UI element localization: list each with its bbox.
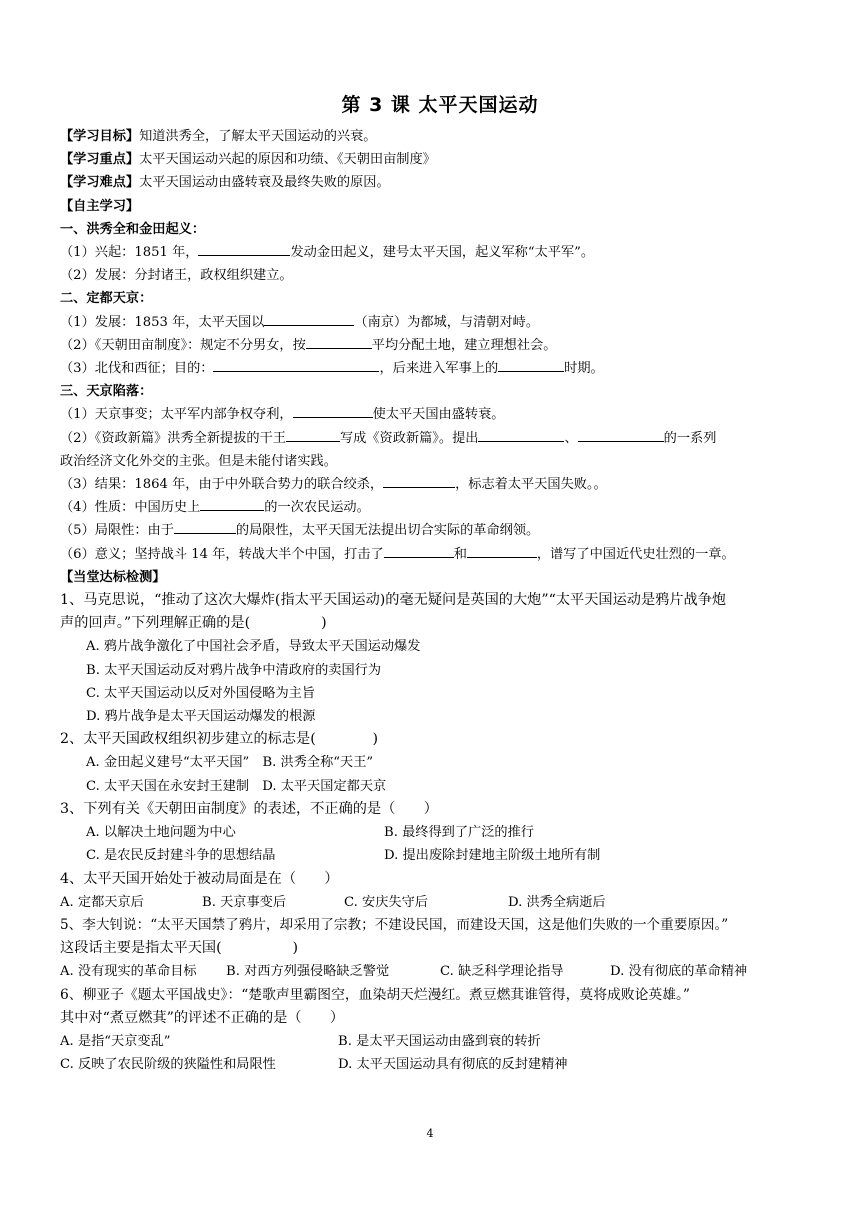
text: （4）性质：中国历史上 [60,500,201,516]
text: 的局限性，太平天国无法提出切合实际的革命纲领。 [235,523,540,539]
text: （3）结果：1864 年，由于中外联合势力的联合绞杀， [60,477,384,493]
goal-label: 【学习目标】 [60,129,140,144]
section-3-item-5 [60,519,820,542]
test-heading: 【当堂达标检测】 [60,569,166,585]
fill-blank[interactable] [578,427,664,442]
q1-option-b[interactable]: B. 太平天国运动反对鸦片战争中清政府的卖国行为 [86,662,382,678]
q3-option-c[interactable]: C. 是农民反封建斗争的思想结晶 [86,848,276,864]
section-1-heading: 一、洪秀全和金田起义： [60,221,206,237]
fill-blank[interactable] [384,543,454,558]
text: 、 [564,430,578,446]
text: ，后来进入军事上的 [379,361,499,377]
fill-blank[interactable] [264,311,354,326]
section-2-item-2 [60,334,820,357]
self-study-heading: 【自主学习】 [60,198,140,214]
page-title: 第 3 课 太平天国运动 [341,94,539,116]
q5-option-a[interactable]: A. 没有现实的革命目标 [60,964,197,980]
worksheet [60,90,820,1076]
difficulty-text: 太平天国运动由盛转衰及最终失败的原因。 [139,175,390,191]
question-6-stem: 6、柳亚子《题太平国战史》：“楚歌声里霸图空，血染胡天烂漫红。煮豆燃萁谁管得，莫将成败论英雄。” [60,986,690,1003]
q4-option-d[interactable]: D. 洪秀全病逝后 [508,894,606,910]
question-5-stem: 5、李大钊说：“太平天国禁了鸦片，却采用了宗教；不建设民国，而建设天国，这是他们失败的一个重要原因。” [60,916,729,933]
q5-option-c[interactable]: C. 缺乏科学理论指导 [440,964,564,980]
fill-blank[interactable] [293,403,373,418]
text: （3）北伐和西征；目的： [60,361,214,377]
section-2-item-3 [60,357,820,380]
q5-options [60,960,820,983]
q5-option-b[interactable]: B. 对西方列强侵略缺乏警觉 [226,964,390,980]
q6-options-row-1 [60,1030,820,1053]
section-3-heading: 三、天京陷落： [60,384,153,400]
q3-options-row-1 [60,821,820,844]
text: 平均分配土地，建立理想社会。 [371,337,557,353]
text: 使太平天国由盛转衰。 [372,407,505,423]
q2-options-ab[interactable]: A. 金田起义建号“太平天国” B. 洪秀全称“天王” [86,755,374,771]
section-2-heading: 二、定都天京： [60,291,153,307]
text: ，标志着太平天国失败。。 [455,477,607,493]
text: （2）《资政新篇》洪秀全新提拔的干王 [60,430,286,446]
goal-text: 知道洪秀全，了解太平天国运动的兴衰。 [139,129,377,144]
learning-goal [60,125,820,148]
text: 写成《资政新篇》。提出 [339,430,479,446]
section-1-item-1 [60,241,820,264]
q3-option-d[interactable]: D. 提出废除封建地主阶级土地所有制 [384,848,601,864]
question-1-stem: 1、马克思说，“推动了这次大爆炸(指太平天国运动)的毫无疑问是英国的大炮”“太平天国运动是鸦片战争炮 [60,592,727,609]
learning-difficulty [60,171,820,194]
fill-blank[interactable] [200,496,264,511]
section-3-item-2 [60,427,820,450]
q6-option-c[interactable]: C. 反映了农民阶级的狭隘性和局限性 [60,1057,276,1073]
q6-option-b[interactable]: B. 是太平天国运动由盛到衰的转折 [338,1033,541,1049]
text: 和 [453,546,467,562]
section-3-item-1 [60,403,820,426]
text: 时期。 [564,361,604,377]
q3-option-b[interactable]: B. 最终得到了广泛的推行 [384,825,534,841]
q6-option-a[interactable]: A. 是指“天京变乱” [60,1033,171,1049]
q1-option-a[interactable]: A. 鸦片战争激化了中国社会矛盾，导致太平天国运动爆发 [86,639,421,655]
section-2-item-1 [60,311,820,334]
fill-blank[interactable] [213,357,379,372]
text: （1）天京事变；太平军内部争权夺利， [60,407,293,423]
fill-blank[interactable] [467,543,537,558]
question-4-stem: 4、太平天国开始处于被动局面是在（ ） [60,870,339,887]
text: （1）发展：1853 年，太平天国以 [60,314,265,330]
text: 的一次农民运动。 [264,500,370,516]
question-3-stem: 3、下列有关《天朝田亩制度》的表述，不正确的是（ ） [60,800,438,817]
section-3-item-2-cont: 政治经济文化外交的主张。但是未能付诸实践。 [60,453,337,469]
fill-blank[interactable] [174,519,236,534]
q5-option-d[interactable]: D. 没有彻底的革命精神 [610,964,748,980]
text: ，谱写了中国近代史壮烈的一章。 [536,546,735,562]
q1-option-c[interactable]: C. 太平天国运动以反对外国侵略为主旨 [86,685,316,701]
text: （2）《天朝田亩制度》：规定不分男女，按 [60,337,306,353]
text: 发动金田起义，建号太平天国，起义军称“太平军”。 [290,245,595,261]
question-1-stem-cont: 声的回声。”下列理解正确的是( ) [60,615,327,632]
text: （南京）为都城，与清朝对峙。 [354,314,540,330]
difficulty-label: 【学习难点】 [60,175,140,191]
text: （6）意义；坚持战斗 14 年，转战大半个中国，打击了 [60,546,384,562]
focus-text: 太平天国运动兴起的原因和功绩、《天朝田亩制度》 [139,152,436,168]
q4-options [60,891,820,914]
section-3-item-4 [60,496,820,519]
q4-option-b[interactable]: B. 天京事变后 [202,894,287,910]
q6-option-d[interactable]: D. 太平天国运动具有彻底的反封建精神 [338,1057,568,1073]
section-3-item-3 [60,473,820,496]
question-5-stem-cont: 这段话主要是指太平天国( ) [60,940,299,957]
q3-option-a[interactable]: A. 以解决土地问题为中心 [86,825,236,841]
fill-blank[interactable] [306,334,372,349]
fill-blank[interactable] [383,473,455,488]
q6-options-row-2 [60,1053,820,1076]
text: 的一系列 [663,430,717,446]
fill-blank[interactable] [498,357,564,372]
question-6-stem-cont: 其中对“煮豆燃萁”的评述不正确的是（ ） [60,1009,345,1026]
q4-option-c[interactable]: C. 安庆失守后 [344,894,428,910]
q2-options-cd[interactable]: C. 太平天国在永安封王建制 D. 太平天国定都天京 [86,778,387,794]
q4-option-a[interactable]: A. 定都天京后 [60,894,144,910]
fill-blank[interactable] [478,427,564,442]
learning-focus [60,148,820,171]
section-3-item-6 [60,543,820,566]
q3-options-row-2 [60,844,820,867]
page-number: 4 [426,1127,434,1140]
focus-label: 【学习重点】 [60,152,140,168]
section-1-item-2: （2）发展：分封诸王，政权组织建立。 [60,268,293,284]
text: （5）局限性：由于 [60,523,174,539]
q1-option-d[interactable]: D. 鸦片战争是太平天国运动爆发的根源 [86,709,316,725]
text: （1）兴起：1851 年， [60,245,199,261]
fill-blank[interactable] [286,427,340,442]
question-2-stem: 2、太平天国政权组织初步建立的标志是( ) [60,731,379,748]
fill-blank[interactable] [198,241,290,256]
